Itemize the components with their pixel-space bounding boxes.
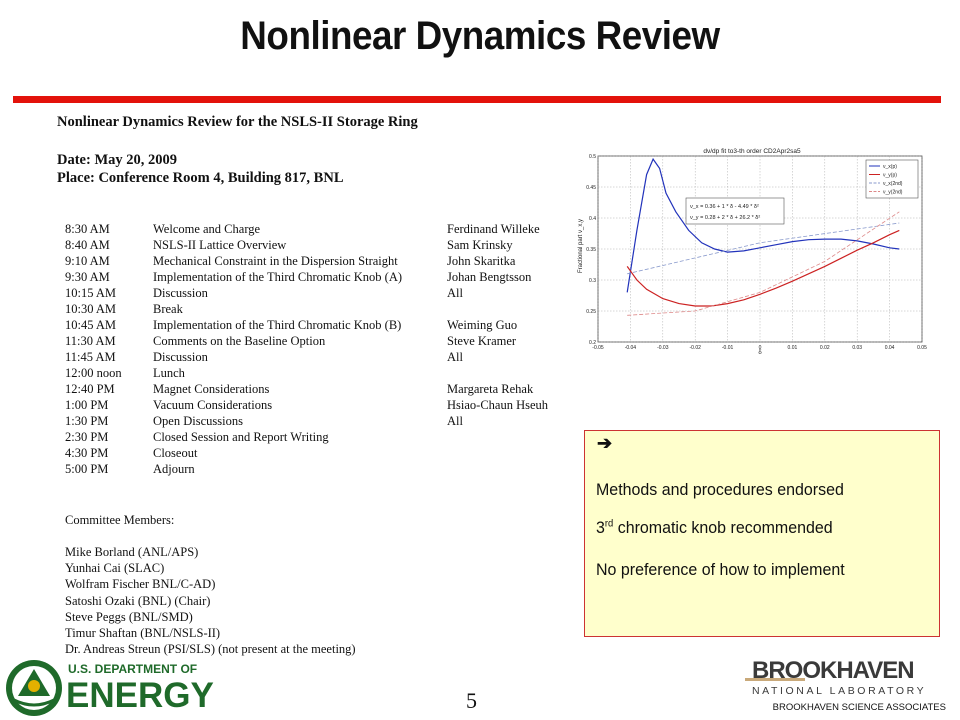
- chart-legend: [866, 160, 918, 198]
- x-tick-label: -0.02: [689, 345, 701, 351]
- outcome-text: 3: [596, 518, 605, 537]
- x-tick-label: -0.01: [721, 345, 734, 351]
- agenda-table: [65, 222, 560, 478]
- agenda-topic: Discussion: [153, 286, 208, 300]
- agenda-row: [65, 302, 560, 318]
- agenda-speaker: All: [447, 286, 463, 300]
- document-date: Date: May 20, 2009: [57, 152, 178, 168]
- national-laboratory-label: NATIONAL LABORATORY: [752, 685, 927, 697]
- tune-shift-chart: [576, 146, 928, 356]
- agenda-topic: Comments on the Baseline Option: [153, 334, 326, 348]
- legend-label: ν_x(2nd): [883, 181, 903, 187]
- agenda-topic: Implementation of the Third Chromatic Knob (B): [153, 318, 402, 332]
- agenda-row: [65, 270, 560, 286]
- agenda-topic: Break: [153, 302, 183, 316]
- agenda-topic: Open Discussions: [153, 414, 243, 428]
- x-tick-label: 0.01: [787, 345, 798, 351]
- agenda-row: [65, 366, 560, 382]
- agenda-speaker: All: [447, 350, 463, 364]
- x-tick-label: -0.04: [624, 345, 637, 351]
- agenda-row: [65, 446, 560, 462]
- doe-label: U.S. DEPARTMENT OF: [68, 662, 198, 676]
- agenda-row: [65, 238, 560, 254]
- chart-y-label: Fractional part ν_x,y: [578, 218, 584, 274]
- agenda-topic: Vacuum Considerations: [153, 398, 273, 412]
- y-tick-label: 0.35: [586, 247, 596, 253]
- agenda-time: 8:40 AM: [65, 238, 110, 252]
- agenda-time: 2:30 PM: [65, 430, 109, 444]
- agenda-row: [65, 334, 560, 350]
- x-tick-label: 0.04: [884, 345, 895, 351]
- agenda-speaker: Margareta Rehak: [447, 382, 534, 396]
- agenda-topic: Closeout: [153, 446, 198, 460]
- agenda-time: 8:30 AM: [65, 222, 110, 236]
- agenda-time: 10:15 AM: [65, 286, 117, 300]
- agenda-speaker: Hsiao-Chaun Hseuh: [447, 398, 549, 412]
- chart-fit-annotation: [686, 198, 784, 224]
- agenda-time: 11:30 AM: [65, 334, 116, 348]
- agenda-speaker: All: [447, 414, 463, 428]
- chart-title: dν/dp fit to3-th order CD2Apr2sa5: [703, 148, 801, 155]
- outcome-item: [596, 480, 844, 500]
- y-tick-label: 0.3: [589, 278, 596, 284]
- agenda-time: 10:30 AM: [65, 302, 117, 316]
- agenda-speaker: Weiming Guo: [447, 318, 518, 332]
- agenda-row: [65, 382, 560, 398]
- committee-member: Steve Peggs (BNL/SMD): [65, 609, 193, 624]
- agenda-speaker: John Skaritka: [447, 254, 516, 268]
- agenda-topic: Magnet Considerations: [153, 382, 270, 396]
- agenda-speaker: Ferdinand Willeke: [447, 222, 540, 236]
- x-tick-label: 0: [758, 345, 762, 351]
- legend-label: ν_y(p): [883, 172, 897, 179]
- title-divider: [13, 96, 941, 103]
- agenda-speaker: Sam Krinsky: [447, 238, 513, 252]
- agenda-topic: Mechanical Constraint in the Dispersion Straight: [153, 254, 398, 268]
- agenda-topic: NSLS-II Lattice Overview: [153, 238, 287, 252]
- chart-x-label: δ: [758, 350, 762, 356]
- agenda-time: 12:40 PM: [65, 382, 115, 396]
- agenda-document: [40, 108, 560, 668]
- agenda-time: 9:10 AM: [65, 254, 110, 268]
- committee-member: Mike Borland (ANL/APS): [65, 545, 199, 559]
- outcome-item: [596, 518, 833, 538]
- x-tick-label: -0.03: [657, 345, 669, 351]
- agenda-row: [65, 254, 560, 270]
- agenda-time: 1:00 PM: [65, 398, 109, 412]
- outcome-item: [596, 560, 845, 580]
- legend-label: ν_x(p): [883, 164, 897, 170]
- outcome-text: No preference of how to implement: [596, 560, 845, 579]
- arrow-icon: ➔: [597, 433, 613, 453]
- fit-equation-x: ν_x = 0.36 + 1 * δ - 4.49 * δ²: [690, 204, 759, 210]
- doe-logo: [4, 656, 244, 720]
- agenda-time: 10:45 AM: [65, 318, 117, 332]
- page-number: 5: [466, 688, 477, 713]
- agenda-row: [65, 462, 560, 478]
- agenda-time: 1:30 PM: [65, 414, 109, 428]
- agenda-speaker: Steve Kramer: [447, 334, 517, 348]
- committee-member: Timur Shaftan (BNL/NSLS-II): [65, 625, 221, 640]
- agenda-topic: Lunch: [153, 366, 185, 380]
- committee-member: Satoshi Ozaki (BNL) (Chair): [65, 593, 211, 608]
- agenda-row: [65, 318, 560, 334]
- agenda-row: [65, 414, 560, 430]
- agenda-speaker: Johan Bengtsson: [447, 270, 532, 284]
- committee-member: Dr. Andreas Streun (PSI/SLS) (not present at the meeting): [65, 642, 356, 657]
- committee-list: [65, 545, 356, 658]
- brookhaven-name: BROOKHAVEN: [752, 657, 914, 684]
- x-tick-label: 0.03: [852, 345, 863, 351]
- agenda-time: 12:00 noon: [65, 366, 122, 380]
- agenda-topic: Implementation of the Third Chromatic Knob (A): [153, 270, 403, 284]
- agenda-topic: Discussion: [153, 350, 208, 364]
- review-outcome-box: [584, 430, 940, 637]
- energy-label: ENERGY: [66, 676, 214, 715]
- agenda-row: [65, 222, 560, 238]
- agenda-topic: Welcome and Charge: [153, 222, 261, 236]
- fit-equation-y: ν_y = 0.28 + 2 * δ + 26.2 * δ²: [690, 215, 761, 221]
- agenda-row: [65, 398, 560, 414]
- x-tick-label: 0.05: [917, 345, 927, 351]
- agenda-time: 9:30 AM: [65, 270, 110, 284]
- slide-title: Nonlinear Dynamics Review: [240, 14, 720, 58]
- y-tick-label: 0.4: [589, 216, 596, 222]
- brookhaven-associates-label: BROOKHAVEN SCIENCE ASSOCIATES: [772, 702, 946, 713]
- agenda-row: [65, 286, 560, 302]
- legend-label: ν_y(2nd): [883, 189, 903, 196]
- y-tick-label: 0.2: [589, 340, 596, 346]
- y-tick-label: 0.25: [586, 309, 596, 315]
- agenda-topic: Adjourn: [153, 462, 195, 476]
- outcome-text: Methods and procedures endorsed: [596, 480, 844, 499]
- agenda-time: 4:30 PM: [65, 446, 109, 460]
- agenda-row: [65, 430, 560, 446]
- y-tick-label: 0.5: [589, 154, 596, 160]
- outcome-text-rest: chromatic knob recommended: [613, 518, 833, 537]
- agenda-topic: Closed Session and Report Writing: [153, 430, 329, 444]
- document-place: Place: Conference Room 4, Building 817, BNL: [57, 170, 344, 186]
- committee-member: Wolfram Fischer BNL/C-AD): [65, 577, 216, 592]
- agenda-row: [65, 350, 560, 366]
- agenda-time: 11:45 AM: [65, 350, 116, 364]
- agenda-time: 5:00 PM: [65, 462, 109, 476]
- document-heading: Nonlinear Dynamics Review for the NSLS-II Storage Ring: [57, 114, 418, 130]
- x-tick-label: -0.05: [592, 345, 604, 351]
- outcome-superscript: rd: [604, 518, 614, 530]
- committee-heading: Committee Members:: [65, 513, 175, 527]
- x-tick-label: 0.02: [819, 345, 830, 351]
- committee-member: Yunhai Cai (SLAC): [65, 561, 165, 576]
- y-tick-label: 0.45: [586, 185, 596, 191]
